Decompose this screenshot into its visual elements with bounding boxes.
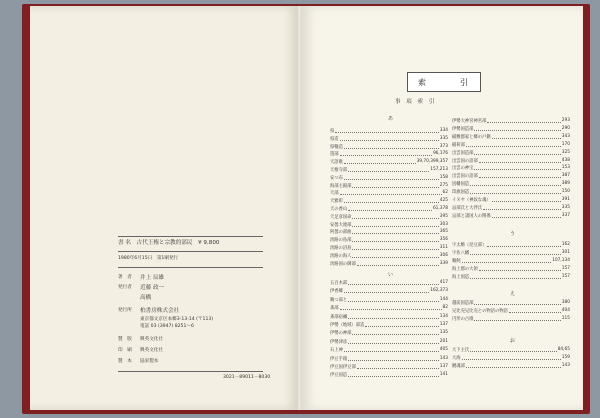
index-entry-term: 伊勢（地域）部造: [330, 323, 365, 328]
index-entry: [330, 159, 448, 165]
index-entry-pages: 153: [561, 165, 570, 171]
index-entry-pages: 356: [439, 237, 448, 243]
index-entry-term: 県犠造: [330, 144, 343, 150]
index-entry: [330, 261, 448, 267]
index-entry: [330, 356, 448, 362]
index-entry: [452, 126, 570, 132]
index-leader-dots: [352, 253, 438, 258]
index-entry-pages: 290: [561, 125, 570, 131]
index-leader-dots: [340, 136, 439, 141]
index-entry-term: 宇佐八幡: [452, 250, 470, 256]
index-entry-term: 県: [330, 129, 335, 134]
index-entry-pages: 404: [561, 308, 570, 314]
index-entry: [452, 118, 570, 124]
index-entry: [330, 288, 448, 294]
index-leader-dots: [348, 167, 429, 172]
index-entry-pages: 157,213: [430, 167, 448, 172]
index-entry-pages: 143: [561, 362, 570, 368]
index-leader-dots: [466, 363, 561, 368]
index-entry-term: 斎部宿禰: [330, 314, 348, 320]
index-entry: [452, 213, 570, 219]
index-entry-pages: 373: [439, 143, 448, 149]
index-entry: [452, 205, 570, 211]
phone-row: 電話 03 (3947) 8251〜6: [140, 324, 194, 329]
index-entry-pages: 62: [442, 190, 448, 196]
index-leader-dots: [357, 364, 439, 369]
index-leader-dots: [487, 242, 560, 247]
index-entry: [452, 316, 570, 322]
index-leader-dots: [470, 189, 561, 194]
index-leader-dots: [474, 150, 560, 155]
index-entry: [452, 258, 570, 264]
index-leader-dots: [352, 183, 438, 188]
index-entry-term: 出雲国の語部: [452, 158, 478, 164]
index-entry: [452, 363, 570, 369]
index-entry-term: 海上国造: [452, 274, 470, 280]
index-entry-term: 伊豆手箱: [330, 356, 348, 362]
index-entry: [452, 158, 570, 164]
index-leader-dots: [344, 175, 439, 180]
index-entry-pages: 141: [439, 372, 448, 378]
index-entry-pages: 159: [561, 354, 570, 360]
index-entry: [452, 150, 570, 156]
index-entry: [330, 175, 448, 181]
index-entry-pages: 201: [439, 338, 448, 344]
index-entry: [452, 355, 570, 361]
index-entry-pages: 162: [561, 242, 570, 247]
index-entry: [452, 181, 570, 187]
colophon-rule-bottom: [118, 371, 263, 372]
index-entry-pages: 275: [439, 182, 448, 188]
index-entry-term: 出雲国の語部: [452, 174, 478, 180]
index-entry-pages: 158: [439, 174, 448, 180]
index-entry-term: 円形の古墳: [452, 317, 474, 323]
index-leader-dots: [344, 347, 439, 352]
index-entry-pages: 96,176: [432, 151, 448, 157]
typeset-row: 製 版 興英文化社: [118, 337, 163, 342]
index-entry: [330, 237, 448, 243]
author-row: 著 者 井上 辰雄: [118, 275, 165, 281]
index-entry-pages: 387: [561, 173, 570, 179]
index-entry-term: 忌部氏と大伴氏: [452, 205, 483, 211]
index-entry: [330, 206, 448, 212]
index-entry-pages: 405: [439, 347, 448, 353]
index-entry-term: 天の香山: [330, 207, 348, 212]
index-leader-dots: [483, 205, 561, 210]
index-leader-dots: [509, 308, 561, 313]
colophon-page: [30, 6, 300, 410]
index-entry: [330, 253, 448, 259]
index-entry-pages: 365: [439, 229, 448, 235]
index-leader-dots: [470, 274, 561, 279]
index-entry-pages: 137: [439, 364, 448, 369]
index-entry: [330, 214, 448, 220]
index-entry-pages: 343: [561, 133, 570, 139]
col2-header-d: お: [510, 338, 516, 344]
col2-header-c: え: [510, 291, 516, 297]
index-entry-pages: 137: [439, 322, 448, 327]
index-entry-pages: 135: [439, 330, 448, 336]
index-entry-pages: 301: [561, 249, 570, 255]
index-title-a: 索: [418, 78, 426, 87]
index-leader-dots: [348, 372, 439, 377]
index-leader-dots: [487, 118, 560, 123]
index-leader-dots: [335, 128, 439, 133]
index-entry-term: 伊勢の神部: [330, 331, 352, 337]
index-leader-dots: [474, 300, 560, 305]
index-entry-term: 海上郡の大領: [452, 266, 478, 272]
index-entry-term: 県造: [330, 136, 339, 142]
index-entry-pages: 162,373: [430, 288, 448, 294]
index-leader-dots: [344, 198, 439, 203]
index-entry-term: 阿曇の部曲: [330, 230, 352, 236]
index-leader-dots: [348, 297, 439, 302]
index-leader-dots: [348, 314, 439, 319]
index-entry: [452, 197, 570, 203]
index-entry-term: 天語歌: [330, 160, 343, 166]
index-entry: [330, 198, 448, 204]
colophon-block: [118, 236, 271, 406]
index-entry: [452, 347, 570, 353]
index-leader-dots: [344, 159, 416, 164]
index-leader-dots: [348, 280, 439, 285]
index-entry-pages: 337: [561, 212, 570, 218]
index-leader-dots: [348, 206, 432, 211]
index-leader-dots: [492, 213, 561, 218]
index-entry: [452, 142, 570, 148]
index-entry: [330, 151, 448, 157]
publisher-row-2: 高橋: [140, 295, 157, 301]
index-entry-term: 出雲国造部: [452, 150, 474, 156]
index-leader-dots: [466, 142, 561, 147]
index-entry-term: 印旗国造: [452, 190, 470, 196]
index-entry-pages: 84,65: [557, 347, 570, 352]
index-leader-dots: [344, 144, 439, 149]
index-entry: [452, 242, 570, 248]
publisher-row: 発行者 近藤 政一: [118, 285, 165, 291]
index-entry: [330, 229, 448, 235]
index-leader-dots: [492, 197, 561, 202]
index-leader-dots: [365, 322, 438, 327]
index-entry: [330, 183, 448, 189]
index-entry-term: イヌヤ（神奴な魂）: [452, 198, 491, 203]
index-entry-pages: 339: [439, 260, 448, 266]
index-entry-pages: 303: [439, 221, 448, 227]
index-entry: [452, 189, 570, 195]
index-entry: [452, 266, 570, 272]
index-entry: [330, 280, 448, 286]
index-entry: [330, 305, 448, 311]
index-entry-term: 淡路の島部: [330, 238, 352, 244]
index-entry-pages: 150: [561, 189, 570, 195]
isbn-line: 3021－89011－8030: [223, 375, 271, 380]
index-entry-pages: 134: [439, 313, 448, 319]
index-leader-dots: [352, 222, 438, 227]
index-leader-dots: [340, 151, 432, 156]
index-leader-dots: [470, 250, 561, 255]
index-leader-dots: [470, 347, 557, 352]
index-entry-term: 海部主殿部: [330, 183, 352, 189]
index-entry-pages: 144: [439, 296, 448, 302]
edition-line: 1980年6月15日 第1刷発行: [118, 256, 179, 261]
index-entry-pages: 82: [442, 305, 448, 311]
press-row: 発行所 柏書房株式会社: [118, 308, 180, 314]
index-entry-pages: 143: [439, 355, 448, 361]
index-entry-pages: 417: [439, 280, 448, 285]
index-entry-pages: 107,134: [552, 257, 570, 263]
index-leader-dots: [348, 356, 439, 361]
index-leader-dots: [462, 355, 561, 360]
index-leader-dots: [474, 126, 560, 131]
index-entry: [452, 165, 570, 171]
index-leader-dots: [357, 261, 439, 266]
binding-row: 製 本 協栄製本: [118, 359, 159, 364]
index-entry-term: 天雅彰: [330, 199, 343, 205]
index-entry-term: 鵜つ部と: [330, 297, 348, 303]
index-entry: [330, 339, 448, 345]
index-leader-dots: [340, 190, 442, 195]
index-title-b: 引: [460, 78, 468, 87]
index-entry-pages: 389: [561, 181, 570, 187]
index-leader-dots: [340, 305, 442, 310]
index-entry-term: 石上神: [330, 348, 343, 354]
index-entry-term: 稲荷部: [452, 142, 465, 148]
index-entry: [452, 134, 570, 140]
index-title-box: [407, 72, 481, 92]
index-entry: [330, 322, 448, 328]
index-entry: [330, 190, 448, 196]
index-entry-pages: 438: [561, 157, 570, 163]
index-entry: [452, 300, 570, 306]
index-entry-term: 鵜飼: [452, 258, 461, 264]
index-entry: [330, 144, 448, 150]
index-leader-dots: [352, 237, 438, 242]
index-leader-dots: [348, 339, 439, 344]
index-entry-pages: 325: [561, 149, 570, 155]
index-leader-dots: [470, 181, 561, 186]
index-entry: [330, 347, 448, 353]
index-entry-term: 忌部と諸国人の関係: [452, 213, 491, 219]
index-entry-term: 因幡国造: [452, 182, 470, 188]
index-entry-pages: 306: [439, 252, 448, 258]
index-entry: [330, 167, 448, 173]
col1-header: あ: [388, 116, 394, 122]
index-entry-term: 稲敷郡家と郷の戸籍: [452, 134, 491, 140]
index-entry-pages: 61,378: [432, 206, 448, 211]
index-entry-pages: 115: [561, 316, 570, 322]
index-entry: [330, 372, 448, 378]
index-entry-term: 伊豆国造: [330, 373, 348, 379]
index-leader-dots: [474, 316, 560, 321]
index-entry-pages: 425: [439, 198, 448, 204]
index-leader-dots: [462, 258, 552, 263]
index-entry: [330, 364, 448, 370]
address-row: 東京都文京区本郷3-13-14 (〒113): [140, 317, 214, 322]
index-entry-term: 越前国造部: [452, 301, 474, 306]
index-leader-dots: [479, 266, 561, 271]
col2-header-b: う: [510, 231, 516, 237]
index-entry: [330, 330, 448, 336]
index-entry-term: 天部: [330, 191, 339, 197]
index-entry: [452, 274, 570, 280]
index-entry-pages: 157: [561, 265, 570, 271]
index-entry: [330, 136, 448, 142]
index-leader-dots: [479, 158, 561, 163]
index-subtitle: 事 項 索 引: [395, 99, 437, 105]
index-entry-term: 安曇大連部: [330, 222, 352, 228]
index-entry-pages: 311: [439, 245, 448, 250]
index-entry-pages: 39,70,399,357: [416, 159, 448, 165]
colophon-rule-top: [118, 236, 263, 237]
index-entry-pages: 170: [561, 141, 570, 147]
index-entry-term: 伊豆国伊豆部: [330, 365, 356, 370]
index-entry: [452, 308, 570, 314]
index-entry-term: 兄比売兄比売との物語の物語: [452, 309, 508, 315]
index-entry: [330, 297, 448, 303]
index-entry-pages: 395: [439, 213, 448, 219]
index-entry-pages: 380: [561, 300, 570, 305]
index-entry-term: 淡路の沼島: [330, 246, 352, 251]
index-entry-term: 出雲の神宝: [452, 166, 474, 172]
index-entry-pages: 157: [561, 273, 570, 279]
index-entry-term: 大下主氏: [452, 348, 470, 353]
index-entry-term: 安つ布: [330, 175, 343, 181]
index-leader-dots: [344, 288, 429, 293]
index-entry-term: 天足彦国命: [330, 214, 352, 220]
index-leader-dots: [352, 245, 438, 250]
index-entry-term: 天椎寺部: [330, 168, 348, 173]
index-entry-term: 五百木部: [330, 281, 348, 286]
index-entry-term: 淡路国の御部: [330, 261, 356, 267]
index-entry: [330, 314, 448, 320]
index-entry-pages: 293: [561, 118, 570, 123]
index-entry-term: 伊勢津彦: [330, 339, 348, 345]
index-entry-pages: 335: [439, 135, 448, 141]
colophon-rule-2: [118, 251, 263, 252]
index-leader-dots: [352, 214, 438, 219]
index-leader-dots: [352, 330, 438, 335]
colophon-rule-3: [118, 267, 263, 268]
index-entry: [330, 245, 448, 251]
index-entry: [452, 173, 570, 179]
index-leader-dots: [479, 173, 561, 178]
print-row: 印 刷 興英文化社: [118, 348, 163, 353]
index-entry-term: 淡路の海人: [330, 253, 352, 259]
index-entry-pages: 335: [561, 204, 570, 210]
index-leader-dots: [474, 165, 560, 170]
col1-header-b: い: [388, 272, 394, 278]
index-leader-dots: [492, 134, 561, 139]
index-entry-term: 大海: [452, 355, 461, 361]
index-entry: [330, 222, 448, 228]
index-entry-term: 斎部: [330, 306, 339, 312]
index-entry-term: 伊勢大神宮神宮部: [452, 119, 487, 124]
index-entry-term: 伊香郷: [330, 289, 343, 295]
index-entry-term: 遊部: [330, 152, 339, 158]
index-leader-dots: [352, 229, 438, 234]
index-entry-pages: 391: [561, 197, 570, 202]
index-entry-pages: 334: [439, 128, 448, 133]
index-entry-term: 伊勢国造部: [452, 126, 474, 132]
index-entry-term: 鯉魂部: [452, 363, 465, 369]
index-entry-term: 宇太駒（昆豆部）: [452, 243, 487, 248]
index-entry: [452, 250, 570, 256]
price-line: 書 名 古代王権と宗教的部民 ¥ 9,800: [118, 240, 220, 246]
index-entry: [330, 128, 448, 134]
